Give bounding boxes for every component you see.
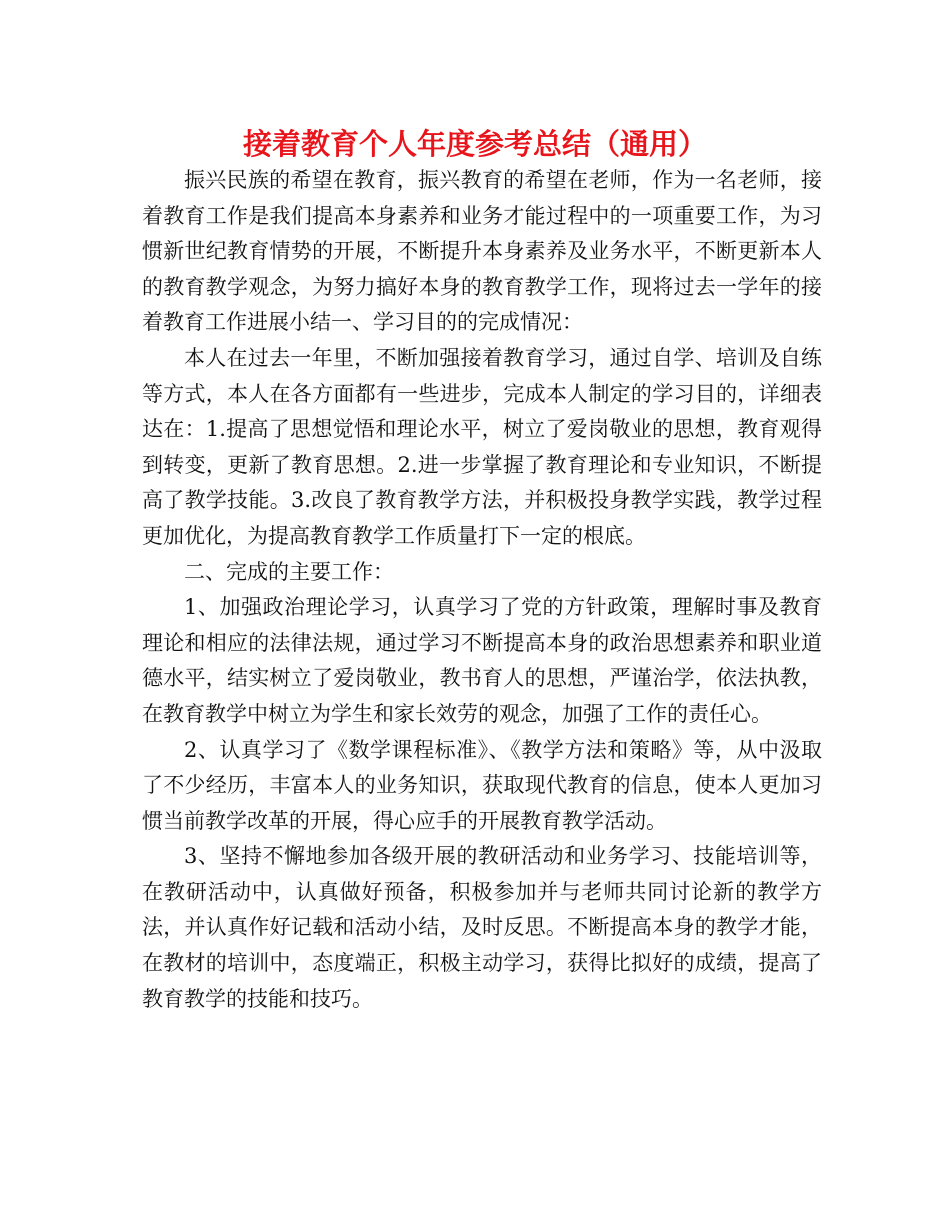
paragraph-2: 本人在过去一年里，不断加强接着教育学习，通过自学、培训及自练等方式，本人在各方面都有一些进步，完成本人制定的学习目的，详细表达在：1.提高了思想觉悟和理论水平，树立了爱岗敬业的思想，教育观得到转变，更新了教育思想。2.进一步掌握了教育理论和专业知识，不断提高了教学技能。3.改良了教育教学方法，并积极投身教学实践，教学过程更加优化，为提高教育教学工作质量打下一定的根底。 xyxy=(142,345,822,548)
paragraph-6: 3、坚持不懈地参加各级开展的教研活动和业务学习、技能培训等，在教研活动中，认真做好预备，积极参加并与老师共同讨论新的教学方法，并认真作好记载和活动小结，及时反思。不断提高本身的教学才能，在教材的培训中，态度端正，积极主动学习，获得比拟好的成绩，提高了教育教学的技能和技巧。 xyxy=(142,844,822,1011)
paragraph-5: 2、认真学习了《数学课程标准》、《教学方法和策略》等，从中汲取了不少经历，丰富本人的业务知识，获取现代教育的信息，使本人更加习惯当前教学改革的开展，得心应手的开展教育教学活动。 xyxy=(142,737,822,833)
paragraph-1: 振兴民族的希望在教育，振兴教育的希望在老师，作为一名老师，接着教育工作是我们提高本身素养和业务才能过程中的一项重要工作，为习惯新世纪教育情势的开展，不断提升本身素养及业务水平，不断更新本人的教育教学观念，为努力搞好本身的教育教学工作，现将过去一学年的接着教育工作进展小结一、学习目的的完成情况： xyxy=(142,168,822,335)
paragraph-3: 二、完成的主要工作： xyxy=(184,559,394,584)
document-body xyxy=(142,163,822,1017)
document-title: 接着教育个人年度参考总结（通用） xyxy=(242,127,707,161)
paragraph-4: 1、加强政治理论学习，认真学习了党的方针政策，理解时事及教育理论和相应的法律法规，通过学习不断提高本身的政治思想素养和职业道德水平，结实树立了爱岗敬业，教书育人的思想，严谨治学，依法执教，在教育教学中树立为学生和家长效劳的观念，加强了工作的责任心。 xyxy=(142,595,822,726)
